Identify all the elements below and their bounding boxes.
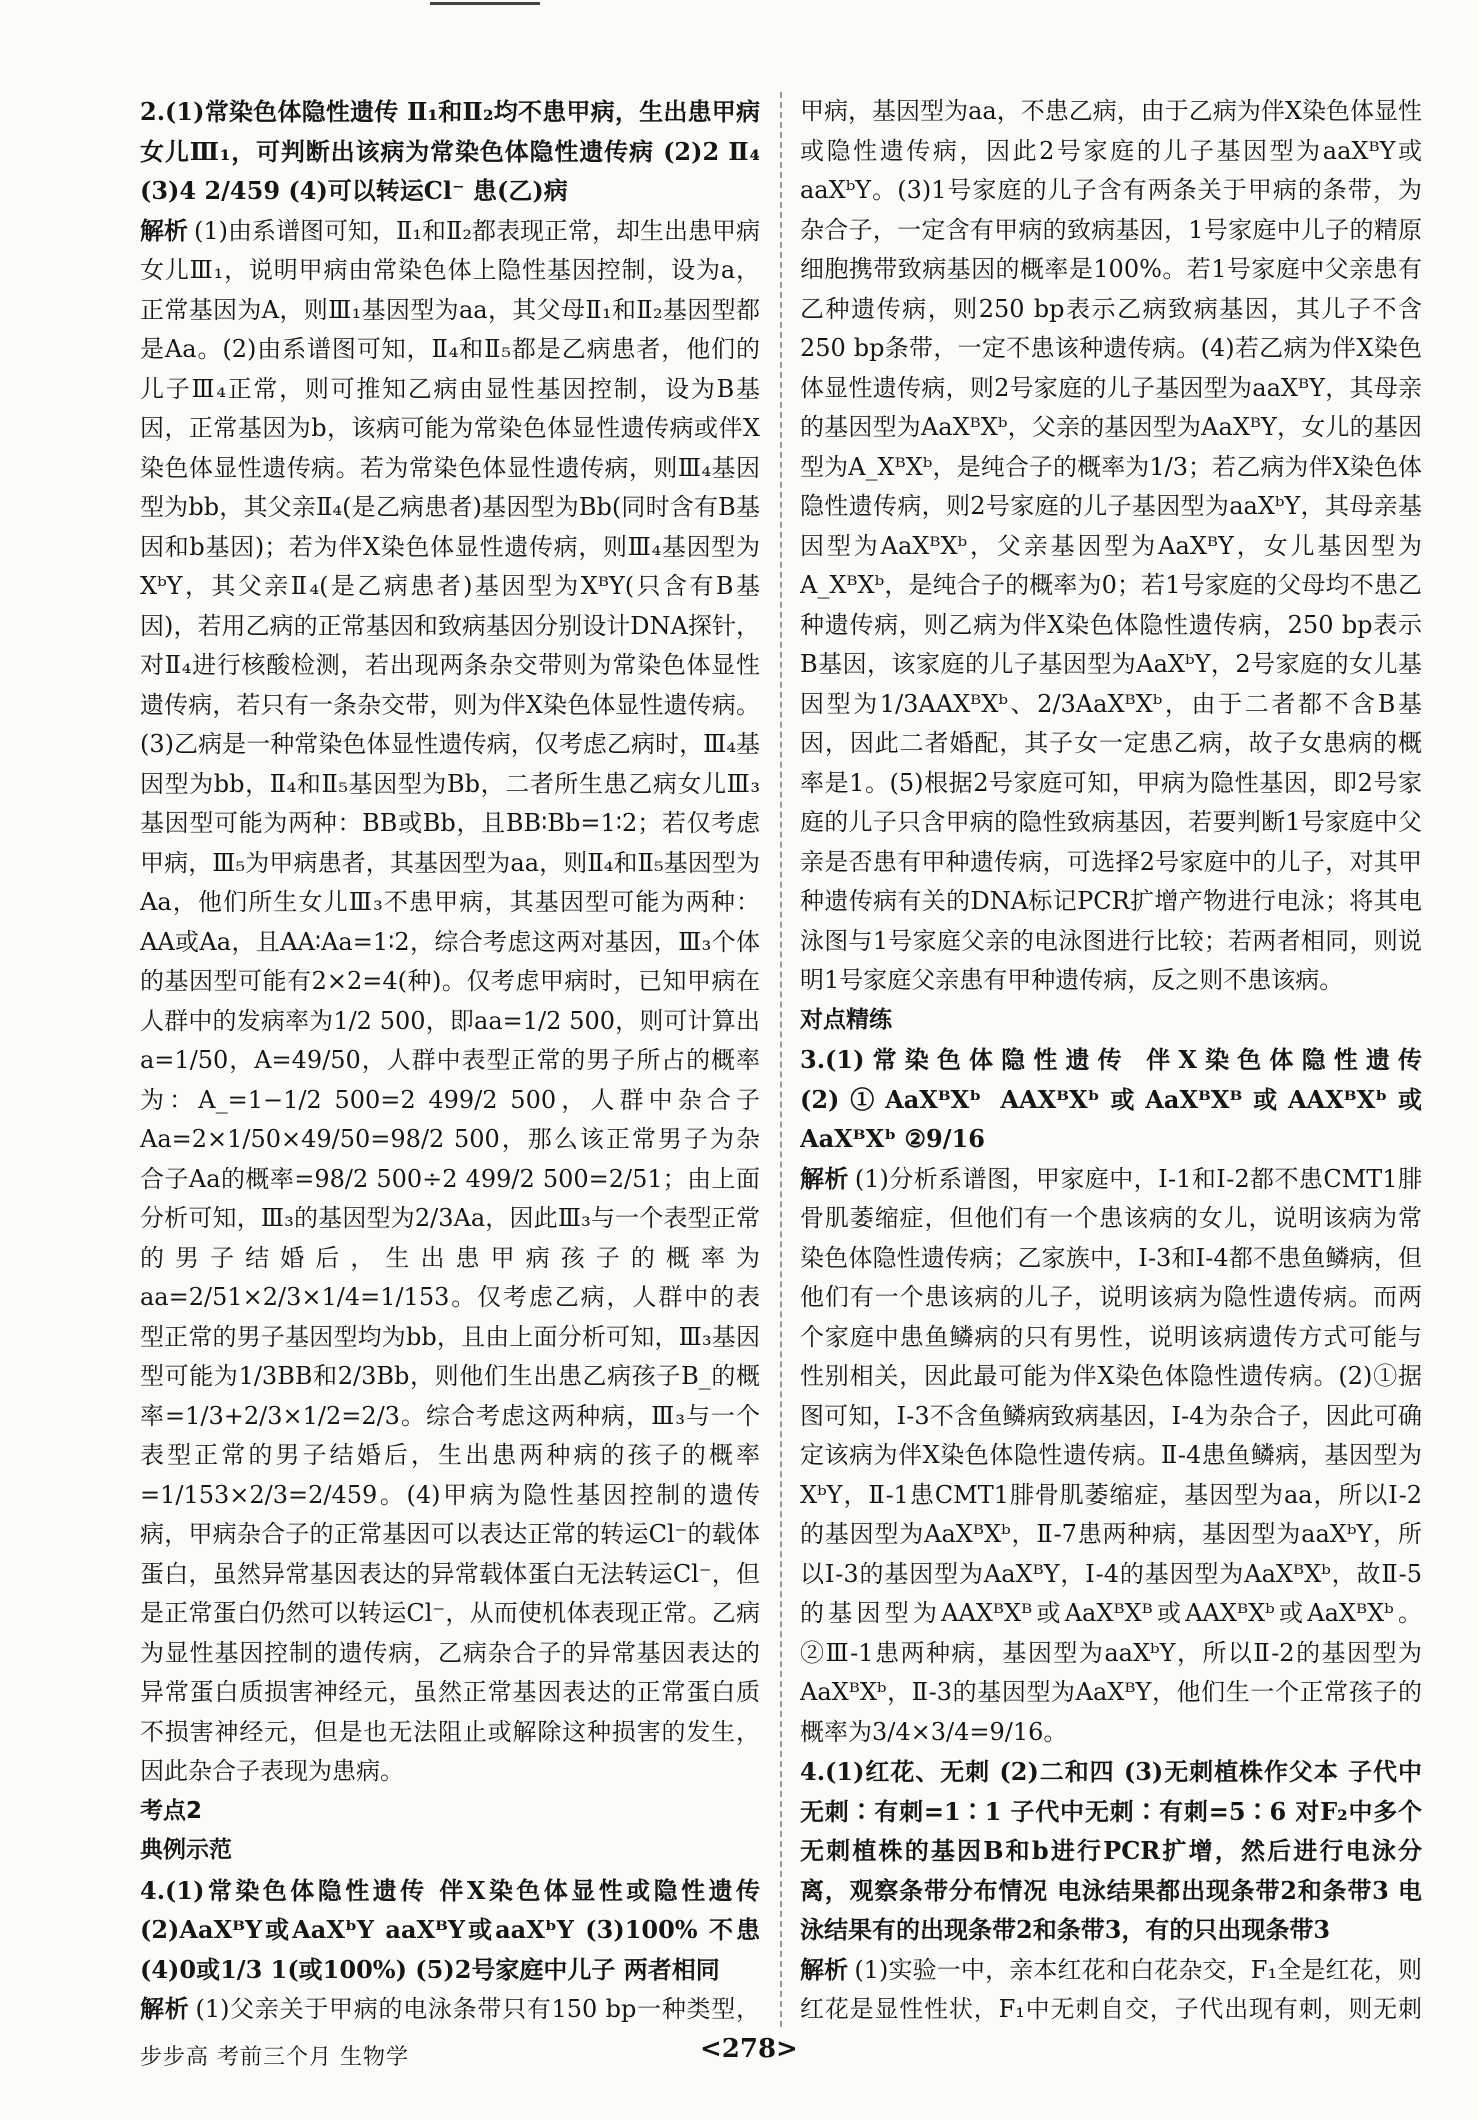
q4b-analysis-text: (1)实验一中，亲本红花和白花杂交，F₁全是红花，则红花是显性性状，F₁中无刺自交，子代出现有刺，则无刺	[800, 1955, 1422, 2023]
footer-series-title: 步步高 考前三个月 生物学	[140, 2045, 409, 2070]
q3-answer: 3.(1)常染色体隐性遗传 伴X染色体隐性遗传 (2)①AaXᴮXᵇ AAXᴮXᵇ或AaXᴮXᴮ或AAXᴮXᵇ或AaXᴮXᵇ ②9/16	[800, 1045, 1422, 1153]
q3-analysis-text: (1)分析系谱图，甲家庭中，Ⅰ-1和Ⅰ-2都不患CMT1腓骨肌萎缩症，但他们有一个患该病的女儿，说明该病为常染色体隐性遗传病；乙家族中，Ⅰ-3和Ⅰ-4都不患鱼鳞病，但他们有一个患该病的儿子，说明该病为隐性遗传病。而两个家庭中患鱼鳞病的只有男性，说明该病遗传方式可能与性别相关，因此最可能为伴X染色体隐性遗传病。(2)①据图可知，Ⅰ-3不含鱼鳞病致病基因，Ⅰ-4为杂合子，因此可确定该病为伴X染色体隐性遗传病。Ⅱ-4患鱼鳞病，基因型为XᵇY，Ⅱ-1患CMT1腓骨肌萎缩症，基因型为aa，所以Ⅰ-2的基因型为AaXᴮXᵇ，Ⅱ-7患两种病，基因型为aaXᵇY，所以Ⅰ-3的基因型为AaXᴮY，Ⅰ-4的基因型为AaXᴮXᵇ，故Ⅱ-5的基因型为AAXᴮXᴮ或AaXᴮXᴮ或AAXᴮXᵇ或AaXᴮXᵇ。②Ⅲ-1患两种病，基因型为aaXᵇY，所以Ⅱ-2的基因型为AaXᴮXᵇ，Ⅱ-3的基因型为AaXᴮY，他们生一个正常孩子的概率为3/4×3/4=9/16。	[800, 1164, 1422, 1746]
q4-analysis	[140, 1989, 760, 2032]
analysis-label: 解析	[800, 1163, 849, 1193]
q4b-analysis	[800, 1950, 1422, 2033]
column-divider	[780, 92, 782, 2027]
left-column	[140, 92, 760, 2032]
q4-analysis-continued: 甲病，基因型为aa，不患乙病，由于乙病为伴X染色体显性或隐性遗传病，因此2号家庭的儿子基因型为aaXᴮY或aaXᵇY。(3)1号家庭的儿子含有两条关于甲病的条带，为杂合子，一定含有甲病的致病基因，1号家庭中儿子的精原细胞携带致病基因的概率是100%。若1号家庭中父亲患有乙种遗传病，则250 bp表示乙病致病基因，其儿子不含250 bp条带，一定不患该种遗传病。(4)若乙病为伴X染色体显性遗传病，则2号家庭的儿子基因型为aaXᴮY，其母亲的基因型为AaXᴮXᵇ，父亲的基因型为AaXᴮY，女儿的基因型为A_XᴮXᵇ，是纯合子的概率为1/3；若乙病为伴X染色体隐性遗传病，则2号家庭的儿子基因型为aaXᵇY，其母亲基因型为AaXᴮXᵇ，父亲基因型为AaXᴮY，女儿基因型为A_XᴮXᵇ，是纯合子的概率为0；若1号家庭的父母均不患乙种遗传病，则乙病为伴X染色体隐性遗传病，250 bp表示B基因，该家庭的儿子基因型为AaXᵇY，2号家庭的女儿基因型为1/3AAXᴮXᵇ、2/3AaXᴮXᵇ，由于二者都不含B基因，因此二者婚配，其子女一定患乙病，故子女患病的概率是1。(5)根据2号家庭可知，甲病为隐性基因，即2号家庭的儿子只含甲病的隐性致病基因，若要判断1号家庭中父亲是否患有甲种遗传病，可选择2号家庭中的儿子，对其甲种遗传病有关的DNA标记PCR扩增产物进行电泳；将其电泳图与1号家庭父亲的电泳图进行比较；若两者相同，则说明1号家庭父亲患有甲种遗传病，反之则不患该病。	[800, 97, 1422, 994]
analysis-label: 解析	[800, 1954, 849, 1984]
q3-analysis	[800, 1159, 1422, 1753]
q2-analysis	[140, 211, 760, 1792]
q4-answer: 4.(1)常染色体隐性遗传 伴X染色体显性或隐性遗传 (2)AaXᴮY或AaXᵇY aaXᴮY或aaXᵇY (3)100% 不患 (4)0或1/3 1(或100%) (5)2号家庭中儿子 两者相同	[140, 1875, 760, 1984]
top-edge-mark	[430, 2, 540, 13]
section-heading-example: 典例示范	[140, 1837, 232, 1863]
q2-analysis-text: (1)由系谱图可知，Ⅱ₁和Ⅱ₂都表现正常，却生出患甲病女儿Ⅲ₁，说明甲病由常染色体上隐性基因控制，设为a，正常基因为A，则Ⅲ₁基因型为aa，其父母Ⅱ₁和Ⅱ₂基因型都是Aa。(2)由系谱图可知，Ⅱ₄和Ⅱ₅都是乙病患者，他们的儿子Ⅲ₄正常，则可推知乙病由显性基因控制，设为B基因，正常基因为b，该病可能为常染色体显性遗传病或伴X染色体显性遗传病。若为常染色体显性遗传病，则Ⅲ₄基因型为bb，其父亲Ⅱ₄(是乙病患者)基因型为Bb(同时含有B基因和b基因)；若为伴X染色体显性遗传病，则Ⅲ₄基因型为XᵇY，其父亲Ⅱ₄(是乙病患者)基因型为XᴮY(只含有B基因)，若用乙病的正常基因和致病基因分别设计DNA探针，对Ⅱ₄进行核酸检测，若出现两条杂交带则为常染色体显性遗传病，若只有一条杂交带，则为伴X染色体显性遗传病。(3)乙病是一种常染色体显性遗传病，仅考虑乙病时，Ⅲ₄基因型为bb，Ⅱ₄和Ⅱ₅基因型为Bb，二者所生患乙病女儿Ⅲ₃基因型可能为两种：BB或Bb，且BB∶Bb=1∶2；若仅考虑甲病，Ⅲ₅为甲病患者，其基因型为aa，则Ⅱ₄和Ⅱ₅基因型为Aa，他们所生女儿Ⅲ₃不患甲病，其基因型可能为两种：AA或Aa，且AA∶Aa=1∶2，综合考虑这两对基因，Ⅲ₃个体的基因型可能有2×2=4(种)。仅考虑甲病时，已知甲病在人群中的发病率为1/2 500，即aa=1/2 500，则可计算出a=1/50，A=49/50，人群中表型正常的男子所占的概率为：A_=1−1/2 500=2 499/2 500，人群中杂合子Aa=2×1/50×49/50=98/2 500，那么该正常男子为杂合子Aa的概率=98/2 500÷2 499/2 500=2/51；由上面分析可知，Ⅲ₃的基因型为2/3Aa，因此Ⅲ₃与一个表型正常的男子结婚后，生出患甲病孩子的概率为aa=2/51×2/3×1/4=1/153。仅考虑乙病，人群中的表型正常的男子基因型均为bb，且由上面分析可知，Ⅲ₃基因型可能为1/3BB和2/3Bb，则他们生出患乙病孩子B_的概率=1/3+2/3×1/2=2/3。综合考虑这两种病，Ⅲ₃与一个表型正常的男子结婚后，生出患两种病的孩子的概率=1/153×2/3=2/459。(4)甲病为隐性基因控制的遗传病，甲病杂合子的正常基因可以表达正常的转运Cl⁻的载体蛋白，虽然异常基因表达的异常载体蛋白无法转运Cl⁻，但是正常蛋白仍然可以转运Cl⁻，从而使机体表现正常。乙病为显性基因控制的遗传病，乙病杂合子的异常基因表达的异常蛋白质损害神经元，虽然正常基因表达的正常蛋白质不损害神经元，但是也无法阻止或解除这种损害的发生，因此杂合子表现为患病。	[140, 216, 760, 1785]
analysis-label: 解析	[140, 1994, 190, 2023]
analysis-label: 解析	[140, 215, 189, 245]
q4-analysis-text: (1)父亲关于甲病的电泳条带只有150 bp一种类型，	[195, 1995, 760, 2023]
q2-answer: 2.(1)常染色体隐性遗传 Ⅱ₁和Ⅱ₂均不患甲病，生出患甲病女儿Ⅲ₁，可判断出该病为常染色体隐性遗传病 (2)2 Ⅱ₄ (3)4 2/459 (4)可以转运Cl⁻ 患(乙)病	[140, 97, 760, 205]
page-number: <278>	[700, 2034, 798, 2064]
q4b-answer: 4.(1)红花、无刺 (2)二和四 (3)无刺植株作父本 子代中无刺∶有刺=1∶1 子代中无刺∶有刺=5∶6 对F₂中多个无刺植株的基因B和b进行PCR扩增，然后进行电泳分离，观察条带分布情况 电泳结果都出现条带2和条带3 电泳结果有的出现条带2和条带3，有的只出现条带3	[800, 1757, 1422, 1944]
section-heading-kaodian: 考点2	[140, 1797, 203, 1824]
section-heading-practice: 对点精练	[800, 1006, 892, 1033]
right-column	[800, 92, 1422, 2032]
